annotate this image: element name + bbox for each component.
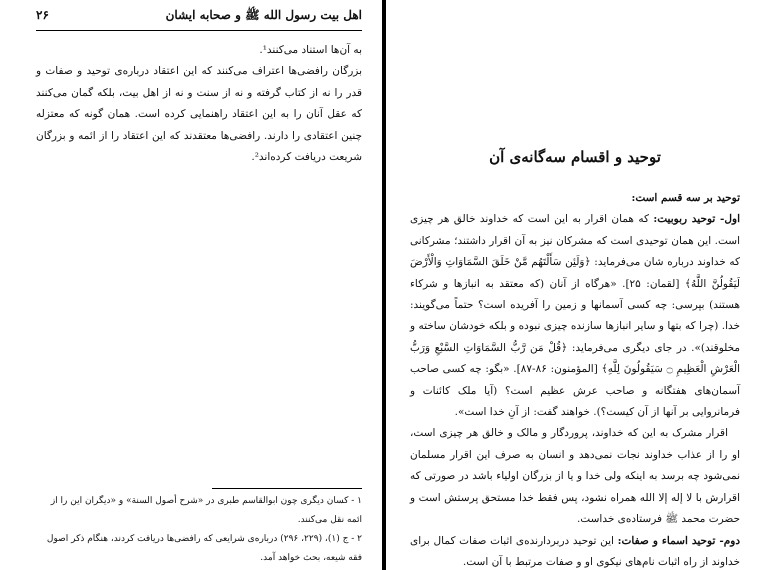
footnote-rule xyxy=(212,488,362,489)
section-1-paragraph-2: اقرار مشرک به این که خداوند، پروردگار و مالک و خالق هر چیزی است، او را از عذاب خداوند نجات نمی‌دهد و انسان به صرف این اقرار مسلمان نمی‌شود چه برسد به اینکه ولی خدا و یا از بزرگان اولیاء باشد در صورتی که اقرارش با لا إله إلا الله همراه نشود، پس فقط خدا مستحق پرستش است و حضرت محمد ﷺ فرستاده‌ی خداست. xyxy=(410,427,740,526)
section-1 xyxy=(410,209,740,423)
section-1-label: اول- توحید ربوبیت: xyxy=(653,213,740,226)
section-1-text: که همان اقرار به این است که خداوند خالق هر چیزی است. این همان توحیدی است که مشرکان نیز به آن اقرار داشتند؛ مشرکانی که خداوند درباره شان می‌فرماید: ﴿وَلَئِن سَأَلْتَهُم مَّنْ خَلَقَ السَّمَاوَاتِ وَالْأَرْضَ لَيَقُولُنَّ اللَّهُ﴾ [لقمان: ۲۵]. «هرگاه از آنان (که معتقد به انبازها و شرکاء هستند) بپرسی: چه کسی آسمانها و زمین را آفریده است؟ حتماً می‌گویند: خدا. (چرا که بتها و سایر انبازها سازنده چیزی نبوده و بلکه خودشان ساخته و مخلوقند)». در جای دیگری می‌فرماید: ﴿قُلْ مَن رَّبُّ السَّمَاوَاتِ السَّبْعِ وَرَبُّ الْعَرْشِ الْعَظِيمِ ۝ سَيَقُولُونَ لِلَّهِ﴾ [المؤمنون: ۸۶-۸۷]. «بگو: چه کسی صاحب آسمان‌های هفتگانه و صاحب عرش عظیم است؟ (آیا ملک کائنات و فرمانروایی بر آنها از آن کیست؟). خواهند گفت: از آنِ خدا است». xyxy=(410,213,741,419)
paragraph-1: به آن‌ها استناد می‌کنند¹. xyxy=(259,44,362,56)
left-page xyxy=(0,0,382,570)
section-2-text: این توحید دربردارنده‌ی اثبات صفات کمال برای خداوند از راه اثبات نام‌های نیکوی او و صفات مرتبط با آن است. xyxy=(410,534,740,568)
footnote-2: ۲ - ج (۱)، (۲۲۹، ۲۹۶) درباره‌ی شرایعی که رافضی‌ها دریافت کردند، هنگام ذکر اصول فقه شیعه، بحث خواهد آمد. xyxy=(46,534,362,563)
header-rule xyxy=(36,30,362,31)
right-body xyxy=(410,188,740,570)
footnote-1: ۱ - کسان دیگری چون ابوالقاسم طبری در «شرح أصول السنة» و «دیگران این را از ائمه نقل می‌کنند. xyxy=(50,496,362,525)
section-2 xyxy=(410,531,740,570)
intro-line: توحید بر سه قسم است: xyxy=(631,192,740,204)
running-header xyxy=(36,8,362,28)
chapter-title: توحید و اقسام سه‌گانه‌ی آن xyxy=(489,148,661,166)
right-page xyxy=(386,0,768,570)
section-2-label: دوم- توحید اسماء و صفات: xyxy=(617,534,741,547)
page-number: ۲۶ xyxy=(36,8,49,22)
paragraph-2: بزرگان رافضی‌ها اعتراف می‌کنند که این اعتقاد درباره‌ی توحید و صفات و قدر را نه از کتاب گرفته و نه از سنت و نه از اهل بیت، بلکه گمان می‌کنند که عقل آنان را به این اعتقاد راهنمایی کرده است. همان گونه که معتزله چنین اعتقادی را دارند. رافضی‌ها معتقدند که این اعتقاد را از ائمه و بزرگان شریعت دریافت کرده‌اند². xyxy=(36,65,362,163)
running-title: اهل بیت رسول الله ﷺ و صحابه ایشان xyxy=(165,8,362,22)
footnotes xyxy=(36,492,362,568)
